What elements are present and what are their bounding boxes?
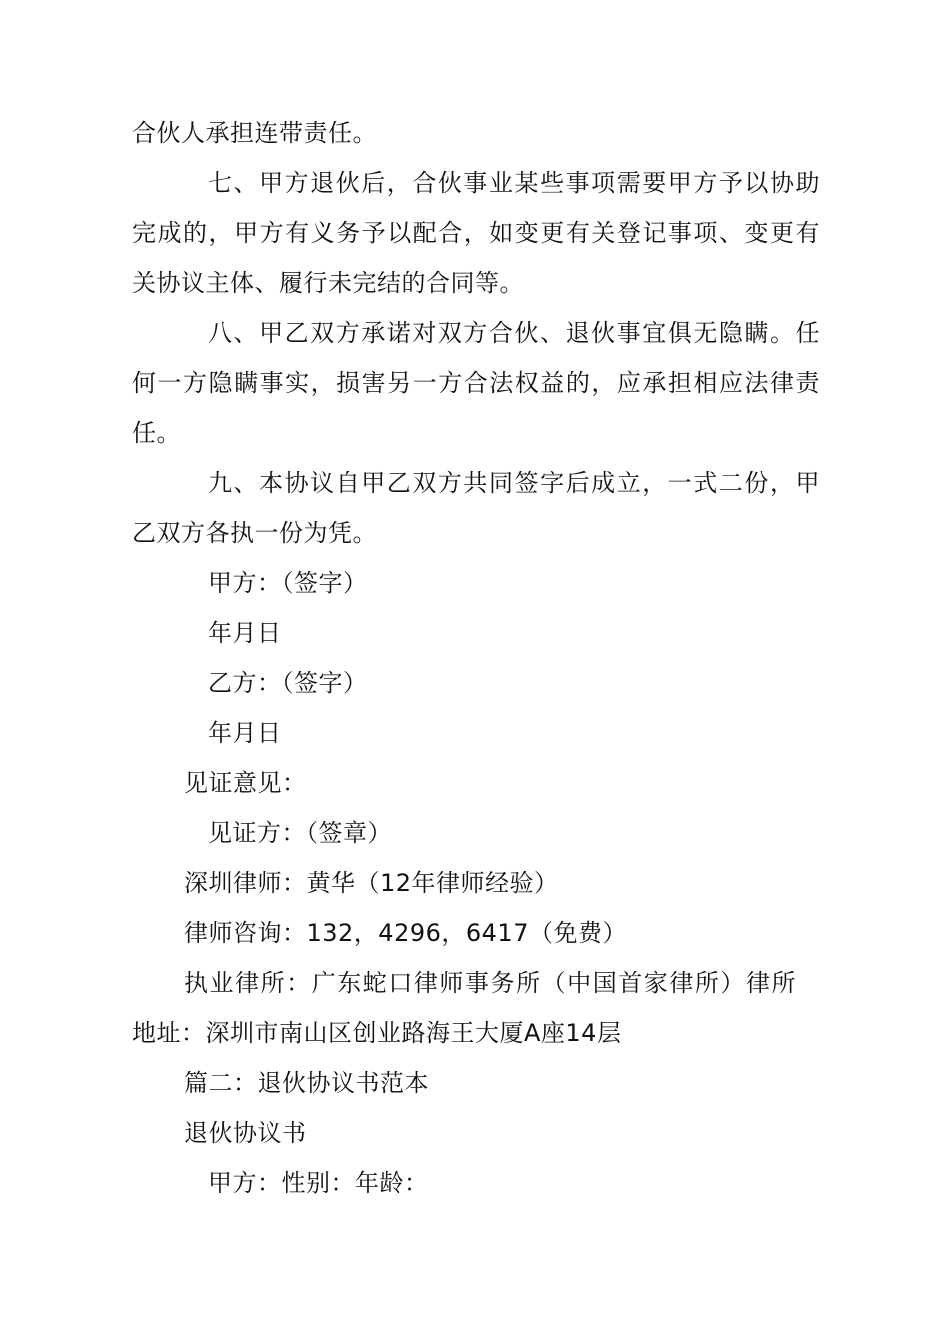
clause-seven-line: 七、甲方退伙后，合伙事业某些事项需要甲方予以协助 bbox=[208, 169, 820, 197]
text-line: 乙双方各执一份为凭。 bbox=[132, 519, 377, 547]
text-line: 关协议主体、履行未完结的合同等。 bbox=[132, 269, 524, 297]
party-a-signature: 甲方：（签字） bbox=[208, 569, 368, 597]
law-firm-address: 地址：深圳市南山区创业路海王大厦A座14层 bbox=[132, 1019, 622, 1047]
clause-eight-line: 八、甲乙双方承诺对双方合伙、退伙事宜俱无隐瞒。任 bbox=[208, 319, 820, 347]
lawyer-phone: 律师咨询：132，4296，6417（免费） bbox=[184, 919, 627, 947]
witness-opinion: 见证意见： bbox=[184, 769, 307, 797]
text-line: 完成的，甲方有义务予以配合，如变更有关登记事项、变更有 bbox=[132, 219, 820, 247]
party-a-date: 年月日 bbox=[208, 619, 282, 647]
text-line: 何一方隐瞒事实，损害另一方合法权益的，应承担相应法律责 bbox=[132, 369, 820, 397]
law-firm-line: 执业律所：广东蛇口律师事务所（中国首家律所）律所 bbox=[184, 969, 796, 997]
text-line: 合伙人承担连带责任。 bbox=[132, 119, 377, 147]
party-b-signature: 乙方：（签字） bbox=[208, 669, 368, 697]
witness-seal: 见证方：（签章） bbox=[208, 819, 392, 847]
party-a-info: 甲方：性别：年龄： bbox=[208, 1169, 429, 1197]
party-b-date: 年月日 bbox=[208, 719, 282, 747]
clause-nine-line: 九、本协议自甲乙双方共同签字后成立，一式二份，甲 bbox=[208, 469, 820, 497]
text-line: 任。 bbox=[132, 419, 181, 447]
section-two-heading: 篇二：退伙协议书范本 bbox=[184, 1069, 429, 1097]
lawyer-name: 深圳律师：黄华（12年律师经验） bbox=[184, 869, 559, 897]
agreement-title: 退伙协议书 bbox=[184, 1119, 307, 1147]
